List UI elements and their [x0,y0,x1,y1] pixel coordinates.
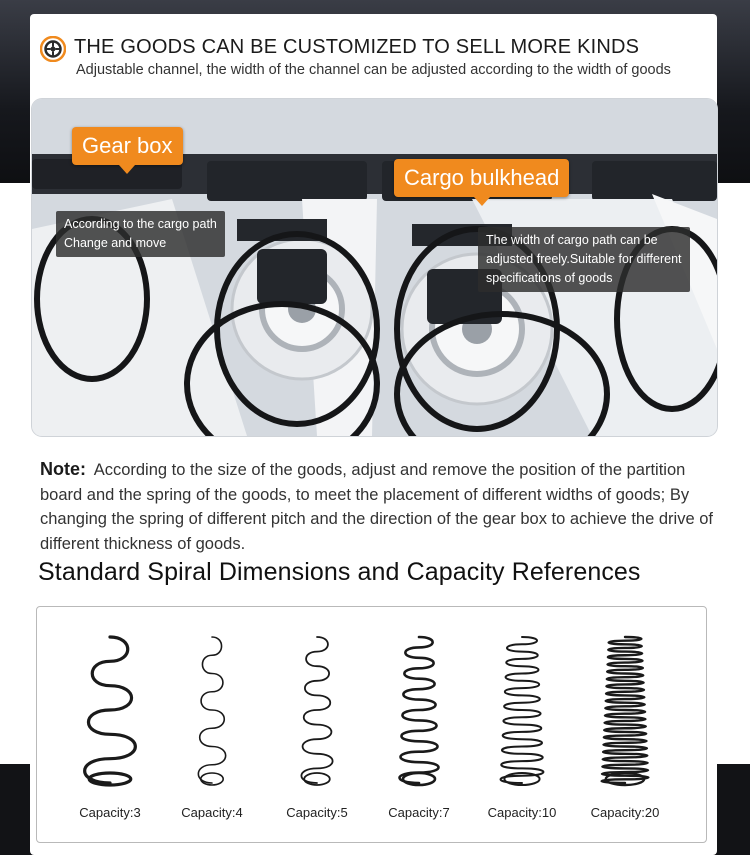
capacity-label: Capacity:10 [487,805,557,820]
spiral-panel [36,606,707,843]
spiral-icon [570,623,680,798]
note-paragraph [40,457,715,556]
spiral-coil [400,637,439,783]
spiral-item-6 [570,623,680,833]
gear-box-tip-line2: Change and move [64,236,167,250]
spiral-coil [501,637,544,783]
spiral-section-title: Standard Spiral Dimensions and Capacity References [38,558,641,586]
spiral-item-5 [467,623,577,833]
product-photo [32,99,717,436]
gear-box-tip [56,211,225,257]
page-subtitle: Adjustable channel, the width of the channel can be adjusted according to the width of goods [76,62,671,78]
spiral-coil [301,637,332,783]
capacity-label: Capacity:20 [590,805,660,820]
spiral-coil [198,637,225,783]
spiral-item-1 [55,623,165,833]
capacity-label: Capacity:3 [79,805,141,820]
capacity-label: Capacity:7 [388,805,450,820]
bulkhead-tip [478,227,690,292]
page-title: THE GOODS CAN BE CUSTOMIZED TO SELL MORE KINDS [74,36,640,58]
bulkhead-tip-line2: adjusted freely.Suitable for different [486,252,682,266]
spiral-icon [364,623,474,798]
spiral-coil [85,637,136,783]
bulkhead-tip-line3: specifications of goods [486,271,613,285]
spiral-item-4 [364,623,474,833]
spiral-icon [157,623,267,798]
spiral-icon [262,623,372,798]
spiral-coil [602,637,649,783]
note-label: Note: [40,459,86,479]
bulkhead-tip-line1: The width of cargo path can be [486,233,658,247]
gear-box-tag: Gear box [72,127,183,165]
capacity-label: Capacity:4 [181,805,243,820]
spiral-item-3 [262,623,372,833]
spiral-icon [55,623,165,798]
note-text: According to the size of the goods, adjust and remove the position of the partition board and the spring of the goods, to meet the placement of different widths of goods; By changing the spring of different pitch and the direction of the gear box to achieve the drive of different thickness of goods. [40,461,713,553]
spiral-item-2 [157,623,267,833]
gear-box-tip-line1: According to the cargo path [64,217,217,231]
cargo-bulkhead-tag: Cargo bulkhead [394,159,569,197]
capacity-label: Capacity:5 [286,805,348,820]
wheel-icon [40,36,66,62]
spiral-icon [467,623,577,798]
